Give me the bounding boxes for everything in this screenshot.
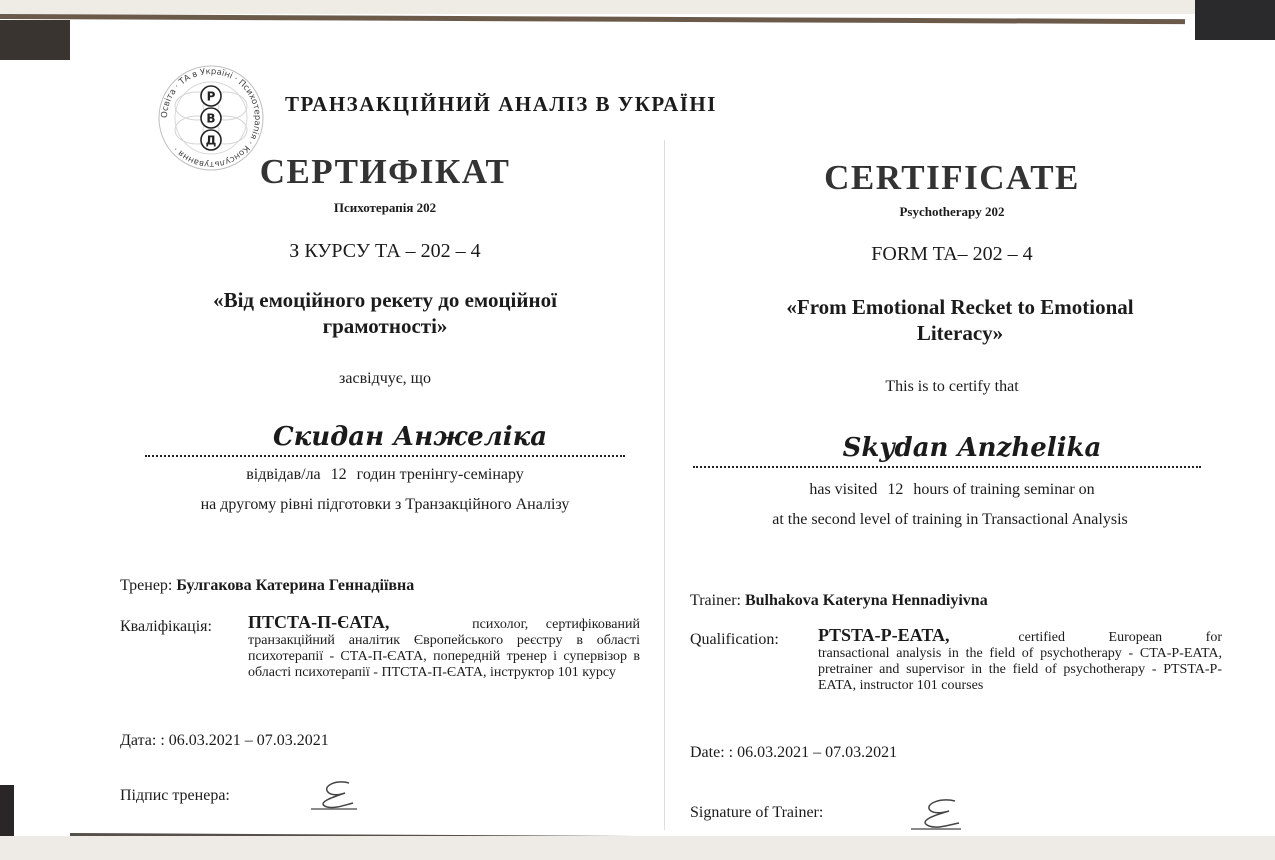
ua-qualification-line1: психолог, сертифікований: [472, 617, 640, 632]
en-course-title: [690, 294, 1230, 346]
ua-date-label: Дата: :: [120, 732, 165, 749]
en-name-dotted-line: [693, 466, 1201, 468]
ua-certificate-heading: СЕРТИФІКАТ: [259, 152, 511, 191]
logo-letter-v: В: [206, 111, 216, 126]
logo-letter-d: Д: [205, 133, 217, 148]
ua-qualification-label: Кваліфікація:: [120, 618, 212, 635]
en-certifies-text: This is to certify that: [885, 378, 1019, 395]
organization-title: ТРАНЗАКЦІЙНИЙ АНАЛІЗ В УКРАЇНІ: [285, 92, 717, 116]
ua-qualification-head: ПТСТА-П-ЄАТА,: [248, 612, 390, 632]
en-trainer-name: Bulhakova Kateryna Hennadiyivna: [744, 592, 988, 609]
ua-trainer: [120, 577, 414, 595]
scan-edge-bottom: [0, 836, 1275, 860]
ua-date-value: 06.03.2021 – 07.03.2021: [168, 732, 329, 749]
ua-date: [120, 732, 329, 750]
ua-visited-suffix: годин тренінгу-семінару: [356, 466, 524, 483]
en-date-label: Date: :: [690, 744, 734, 761]
en-qualification-line1: certified European for: [1018, 630, 1222, 645]
ua-hours: 12: [330, 466, 347, 483]
ua-course-title-line2: грамотності»: [322, 314, 448, 338]
ua-name-dotted-line: [145, 455, 625, 457]
en-trainer-signature: [905, 793, 970, 840]
en-subheading: Psychotherapy 202: [899, 204, 1005, 219]
en-level-line: at the second level of training in Transactional Analysis: [772, 511, 1128, 528]
en-course-title-line1: «From Emotional Recket to Emotional: [786, 295, 1134, 319]
en-course-code: FORM TA– 202 – 4: [871, 243, 1033, 265]
en-visited-prefix: has visited: [809, 481, 878, 498]
en-hours: 12: [887, 481, 904, 498]
scan-edge-top: [0, 0, 1275, 14]
en-qualification-text: [818, 627, 1222, 694]
en-trainer-label: Trainer:: [690, 592, 741, 609]
ua-trainer-signature: [305, 775, 365, 820]
scan-corner-left: [0, 20, 70, 60]
ua-level-line: на другому рівні підготовки з Транзакційного Аналізу: [200, 496, 570, 513]
en-course-title-line2: Literacy»: [916, 321, 1004, 345]
en-signature-label: Signature of Trainer:: [690, 804, 824, 821]
ua-certifies-text: засвідчує, що: [339, 370, 431, 387]
en-visited-suffix: hours of training seminar on: [913, 481, 1095, 498]
en-trainer: [690, 592, 988, 610]
en-qualification-head: PTSTA-P-EATA,: [818, 625, 950, 645]
logo-ring-text: Освіта · ТА в Україні · Психотерапія · Консультування ·: [159, 66, 263, 170]
ua-course-title-line1: «Від емоційного рекету до емоційної: [213, 288, 557, 312]
ua-course-code: З КУРСУ ТА – 202 – 4: [289, 240, 481, 262]
ua-visited-prefix: відвідав/ла: [246, 466, 321, 483]
ua-recipient-name: Скидан Анжеліка: [272, 422, 548, 452]
ua-visited-line: [145, 466, 625, 484]
ua-course-title: [120, 287, 650, 339]
en-qualification-label: Qualification:: [690, 631, 779, 648]
logo-letter-p: Р: [206, 89, 216, 104]
scan-edge-line: [0, 14, 1185, 24]
en-recipient-name: Skydan Anzhelika: [842, 433, 1102, 463]
center-fold: [664, 140, 665, 830]
en-date-value: 06.03.2021 – 07.03.2021: [737, 744, 898, 761]
ua-trainer-label: Тренер:: [120, 577, 173, 594]
ua-signature-label: Підпис тренера:: [120, 787, 230, 804]
ua-qualification-text: [248, 614, 640, 681]
ua-subheading: Психотерапія 202: [333, 200, 437, 215]
en-visited-line: [712, 481, 1192, 499]
en-certificate-heading: CERTIFICATE: [824, 158, 1080, 197]
en-qualification-rest: transactional analysis in the field of psychotherapy - CTA-P-EATA, pretrainer and supervisor in the field of psychotherapy - PTSTA-P-EATA, instructor 101 courses: [818, 646, 1222, 693]
en-date: [690, 744, 897, 762]
scan-corner-right: [1195, 0, 1275, 40]
ua-qualification-rest: транзакційний аналітик Європейського реєстру в області психотерапії - СТА-П-ЄАТА, попередній тренер і супервізор в області психотерапії - ПТСТА-П-ЄАТА, інструктор 101 курсу: [248, 633, 640, 680]
ua-trainer-name: Булгакова Катерина Геннадіївна: [176, 577, 415, 594]
